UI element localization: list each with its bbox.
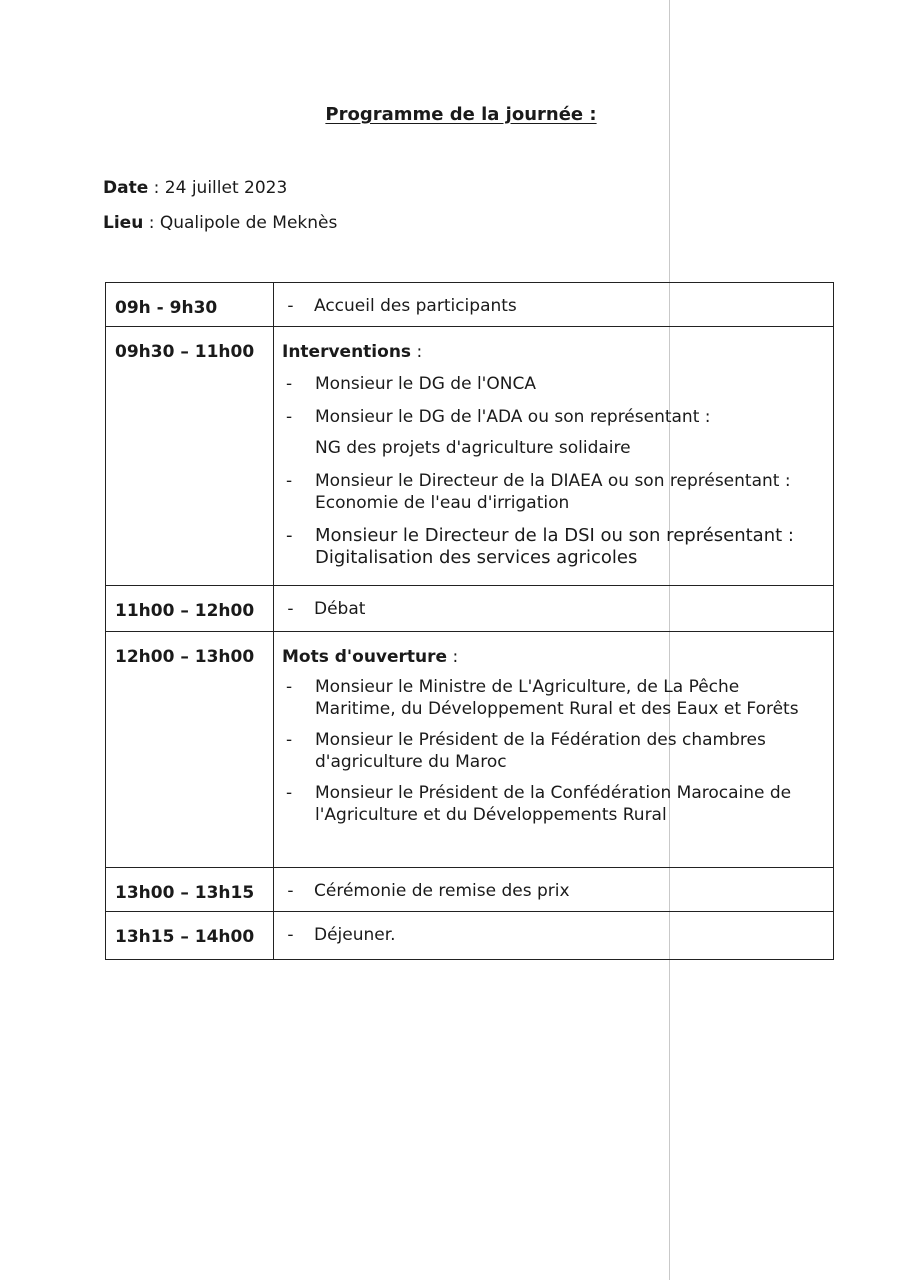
time-slot: 09h30 – 11h00 <box>106 327 274 586</box>
activity-text: Accueil des participants <box>314 296 517 316</box>
section-heading: Mots d'ouverture : <box>282 647 459 667</box>
table-row <box>106 868 834 912</box>
time-slot: 09h - 9h30 <box>106 283 274 327</box>
time-slot: 13h15 – 14h00 <box>106 912 274 960</box>
activity-cell: - Débat <box>274 586 834 632</box>
activity-text: Débat <box>314 599 366 619</box>
table-row <box>106 283 834 327</box>
page-title: Programme de la journée : <box>325 104 597 125</box>
list-item: - Monsieur le Président de la Fédération des chambres d'agriculture du Maroc <box>282 729 825 773</box>
activity-text: Déjeuner. <box>314 925 396 945</box>
list-item: - Monsieur le Président de la Confédération Marocaine de l'Agriculture et du Développements Rural <box>282 782 825 826</box>
list-item: - Monsieur le DG de l'ADA ou son représentant : <box>282 406 825 428</box>
activity-cell: - Accueil des participants <box>274 283 834 327</box>
section-heading: Interventions : <box>282 342 423 362</box>
time-slot: 12h00 – 13h00 <box>106 632 274 868</box>
list-item: - Monsieur le DG de l'ONCA <box>282 373 825 395</box>
date-value: : 24 juillet 2023 <box>148 178 288 198</box>
date-label: Date <box>103 178 149 198</box>
list-item: - Monsieur le Directeur de la DSI ou son représentant : Digitalisation des services agricoles <box>282 525 825 569</box>
speaker-list <box>282 676 825 826</box>
event-date <box>103 178 287 198</box>
list-item: - Monsieur le Directeur de la DIAEA ou son représentant : Economie de l'eau d'irrigation <box>282 470 825 514</box>
event-place <box>103 213 337 233</box>
table-row <box>106 586 834 632</box>
place-value: : Qualipole de Meknès <box>143 213 338 233</box>
time-slot: 13h00 – 13h15 <box>106 868 274 912</box>
list-item: NG des projets d'agriculture solidaire <box>315 438 631 458</box>
table-row <box>106 912 834 960</box>
time-slot: 11h00 – 12h00 <box>106 586 274 632</box>
activity-cell: - Déjeuner. <box>274 912 834 960</box>
table-row <box>106 327 834 586</box>
list-item: - Monsieur le Ministre de L'Agriculture, de La Pêche Maritime, du Développement Rural et des Eaux et Forêts <box>282 676 825 720</box>
activity-cell <box>274 632 834 868</box>
table-row <box>106 632 834 868</box>
place-label: Lieu <box>103 213 144 233</box>
activity-cell <box>274 327 834 586</box>
speaker-list <box>282 373 825 569</box>
program-table <box>105 282 834 960</box>
activity-text: Cérémonie de remise des prix <box>314 881 570 901</box>
activity-cell: - Cérémonie de remise des prix <box>274 868 834 912</box>
